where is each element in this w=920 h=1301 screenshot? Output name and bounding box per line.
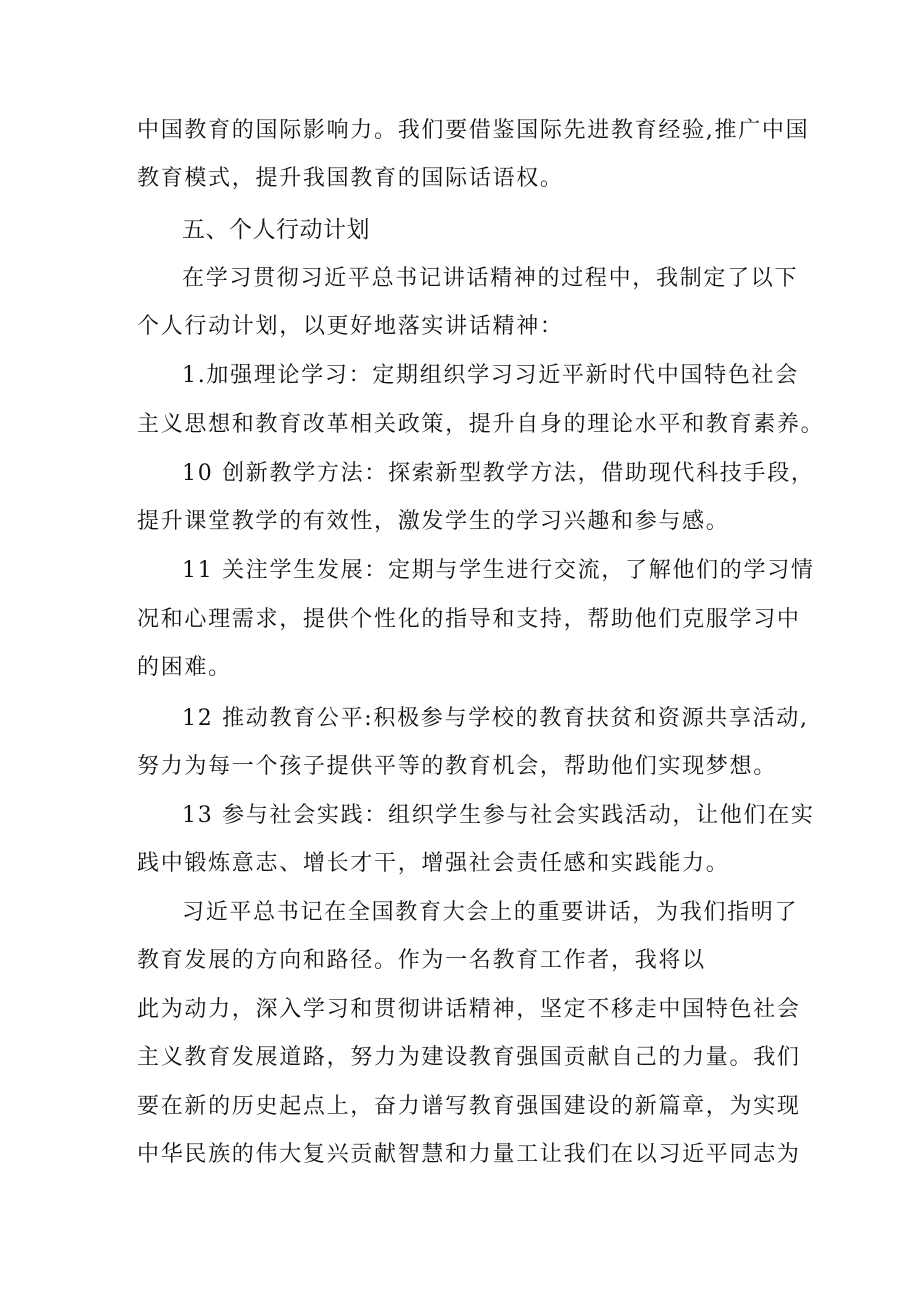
paragraph-line: 习近平总书记在全国教育大会上的重要讲话，为我们指明了 bbox=[182, 900, 799, 925]
list-item-line: 的困难。 bbox=[137, 655, 232, 680]
paragraph-line: 主义教育发展道路，努力为建设教育强国贡献自己的力量。我们 bbox=[137, 1045, 801, 1070]
list-item-line: 主义思想和教育改革相关政策，提升自身的理论水平和教育素养。 bbox=[137, 412, 825, 437]
paragraph-line: 教育发展的方向和路径。作为一名教育工作者，我将以 bbox=[137, 948, 706, 973]
list-item-line: 况和心理需求，提供个性化的指导和支持，帮助他们克服学习中 bbox=[137, 607, 801, 632]
paragraph-line: 个人行动计划，以更好地落实讲话精神： bbox=[137, 314, 564, 339]
paragraph-line: 中华民族的伟大复兴贡献智慧和力量工让我们在以习近平同志为 bbox=[137, 1142, 801, 1167]
list-item-line: 1.加强理论学习：定期组织学习习近平新时代中国特色社会 bbox=[182, 363, 799, 388]
list-item-line: 努力为每一个孩子提供平等的教育机会，帮助他们实现梦想。 bbox=[137, 754, 777, 779]
list-item-line: 11 关注学生发展：定期与学生进行交流，了解他们的学习情 bbox=[182, 558, 815, 583]
list-item-line: 提升课堂教学的有效性，激发学生的学习兴趣和参与感。 bbox=[137, 509, 730, 534]
paragraph-line: 教育模式，提升我国教育的国际话语权。 bbox=[137, 166, 564, 191]
paragraph-line: 在学习贯彻习近平总书记讲话精神的过程中，我制定了以下 bbox=[182, 266, 799, 291]
list-item-line: 12 推动教育公平:积极参与学校的教育扶贫和资源共享活动, bbox=[182, 706, 809, 731]
list-item-line: 践中锻炼意志、增长才干，增强社会责任感和实践能力。 bbox=[137, 851, 730, 876]
section-heading: 五、个人行动计划 bbox=[182, 217, 370, 243]
list-item-line: 13 参与社会实践：组织学生参与社会实践活动，让他们在实 bbox=[182, 803, 815, 828]
list-item-line: 10 创新教学方法：探索新型教学方法，借助现代科技手段， bbox=[182, 461, 815, 486]
paragraph-line: 此为动力，深入学习和贯彻讲话精神，坚定不移走中国特色社会 bbox=[137, 997, 801, 1022]
paragraph-line: 要在新的历史起点上，奋力谱写教育强国建设的新篇章，为实现 bbox=[137, 1094, 801, 1119]
paragraph-line: 中国教育的国际影响力。我们要借鉴国际先进教育经验,推广中国 bbox=[137, 118, 810, 143]
